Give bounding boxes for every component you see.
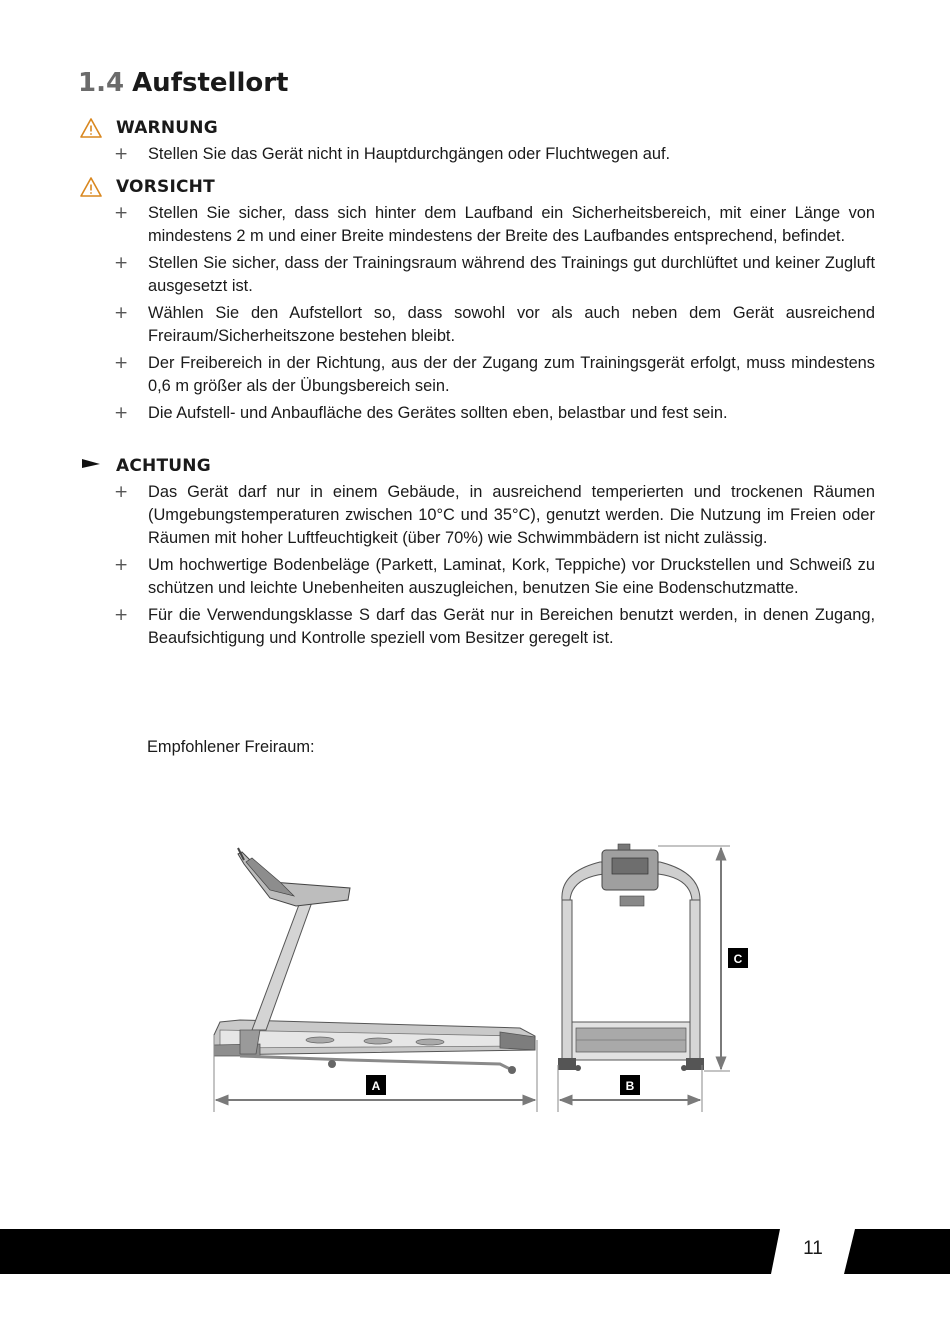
- dimension-b: [558, 1065, 702, 1112]
- label-c: C: [733, 952, 743, 966]
- achtung-label: ACHTUNG: [116, 456, 211, 476]
- list-item: + Für die Verwendungsklasse S darf das Gerät nur in Bereichen benutzt werden, in denen Zugang, Beaufsichtigung und Kontrolle speziell vom Besitzer geregelt ist.: [114, 605, 875, 647]
- warnung-label: WARNUNG: [116, 118, 218, 138]
- treadmill-front-view: [558, 844, 704, 1071]
- section-number: 1.4: [78, 68, 125, 98]
- list-item: + Stellen Sie sicher, dass der Trainingsraum während des Trainings gut durchlüftet und keiner Zugluft ausgesetzt ist.: [114, 253, 875, 295]
- section-title: Aufstellort: [132, 68, 289, 98]
- plus-bullet-icon: +: [114, 353, 129, 373]
- vorsicht-header: [80, 176, 875, 198]
- achtung-header: [80, 455, 875, 477]
- vorsicht-section: [80, 176, 875, 425]
- clearance-diagram: [200, 840, 760, 1130]
- arrow-pointer-icon: [80, 455, 102, 477]
- list-item: + Stellen Sie das Gerät nicht in Hauptdurchgängen oder Fluchtwegen auf.: [114, 144, 671, 164]
- label-a: A: [371, 1079, 381, 1093]
- list-item: + Stellen Sie sicher, dass sich hinter dem Laufband ein Sicherheitsbereich, mit einer Länge von mindestens 2 m und einer Breite mindestens der Breite des Laufbandes entsprechend, befindet.: [114, 203, 875, 245]
- vorsicht-label: VORSICHT: [116, 177, 215, 197]
- plus-bullet-icon: +: [114, 303, 129, 323]
- label-b: B: [625, 1079, 635, 1093]
- warning-triangle-icon: [80, 176, 102, 198]
- warnung-section: [80, 117, 875, 166]
- list-item: + Das Gerät darf nur in einem Gebäude, in ausreichend temperierten und trockenen Räumen (Umgebungstemperaturen zwischen 10°C und 35°C), genutzt werden. Die Nutzung im Freien oder Räumen mit hoher Luftfeuchtigkeit (über 70%) wie Schwimmbädern ist nicht zulässig.: [114, 482, 875, 547]
- plus-bullet-icon: +: [114, 144, 129, 164]
- list-item: + Der Freibereich in der Richtung, aus der der Zugang zum Trainingsgerät erfolgt, muss mindestens 0,6 m größer als der Übungsbereich sein.: [114, 353, 875, 395]
- list-item: + Die Aufstell- und Anbaufläche des Gerätes sollten eben, belastbar und fest sein.: [114, 403, 728, 423]
- plus-bullet-icon: +: [114, 253, 129, 273]
- warnung-header: [80, 117, 875, 139]
- figure-caption: Empfohlener Freiraum:: [147, 738, 315, 756]
- page-title: [78, 68, 288, 98]
- treadmill-side-view: [214, 848, 535, 1074]
- plus-bullet-icon: +: [114, 555, 129, 575]
- plus-bullet-icon: +: [114, 605, 129, 625]
- plus-bullet-icon: +: [114, 403, 129, 423]
- page-number: 11: [803, 1238, 823, 1259]
- list-item: + Um hochwertige Bodenbeläge (Parkett, Laminat, Kork, Teppiche) vor Druckstellen und Schweiß zu schützen und leichte Unebenheiten auszugleichen, benutzen Sie eine Bodenschutzmatte.: [114, 555, 875, 597]
- plus-bullet-icon: +: [114, 203, 129, 223]
- list-item: + Wählen Sie den Aufstellort so, dass sowohl vor als auch neben dem Gerät ausreichend Freiraum/Sicherheitszone bestehen bleibt.: [114, 303, 875, 345]
- achtung-section: [80, 455, 875, 650]
- warning-triangle-icon: [80, 117, 102, 139]
- plus-bullet-icon: +: [114, 482, 129, 502]
